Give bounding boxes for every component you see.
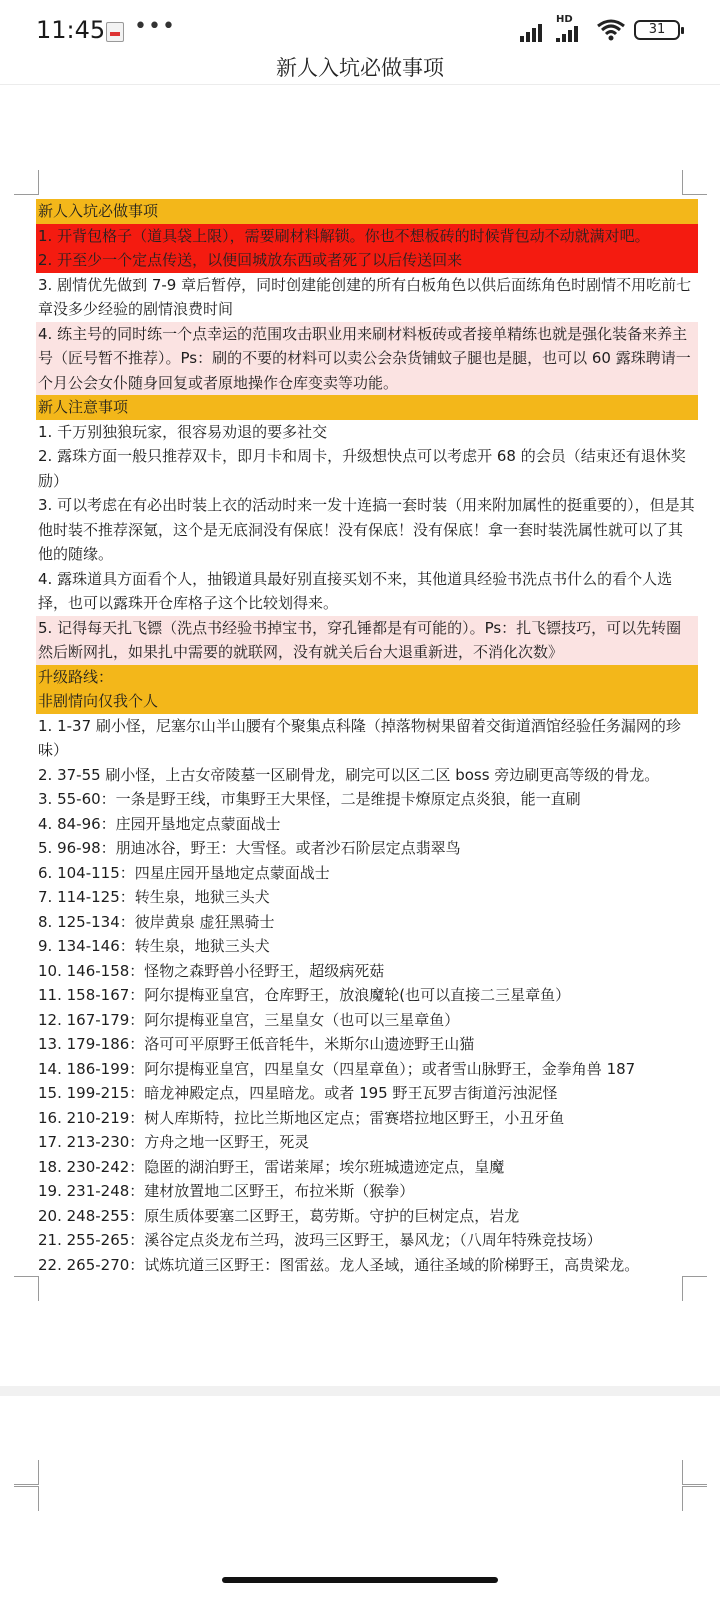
page-corner-mark	[14, 1486, 39, 1511]
notification-app-icon	[106, 22, 124, 42]
route-item: 19. 231-248：建材放置地二区野王，布拉米斯（猴拳）	[38, 1182, 415, 1200]
list-item: 2. 露珠方面一般只推荐双卡，即月卡和周卡，升级想快点可以考虑开 68 的会员（结束还有退休奖励）	[38, 447, 686, 490]
route-item: 22. 265-270：试炼坑道三区野王：图雷兹。龙人圣域，通往圣域的阶梯野王，高贵梁龙。	[38, 1255, 640, 1274]
route-item: 16. 210-219：树人库斯特，拉比兰斯地区定点；雷赛塔拉地区野王，小丑牙鱼	[38, 1108, 565, 1127]
route-item: 18. 230-242：隐匿的湖泊野王，雷诺莱犀；埃尔班城遗迹定点，皇魔	[38, 1157, 505, 1176]
page-corner-mark	[14, 1460, 39, 1485]
tip-item: 5. 记得每天扎飞镖（洗点书经验书掉宝书，穿孔锤都是有可能的）。Ps：扎飞镖技巧，可以先转圈然后断网扎，如果扎中需要的就联网，没有就关后台大退重新进，不消化次数》	[36, 616, 698, 665]
page-corner-mark	[682, 170, 707, 195]
document-body	[36, 199, 698, 1277]
hd-label: HD	[556, 14, 573, 25]
heading-block: 非剧情向仅我个人	[36, 689, 698, 714]
status-time: 11:45	[36, 16, 106, 44]
route-item: 5. 96-98：朋迪冰谷，野王：大雪怪。或者沙石阶层定点翡翠鸟	[38, 839, 461, 857]
route-item: 13. 179-186：洛可可平原野王低音牦牛，米斯尔山遗迹野王山猫	[38, 1035, 475, 1053]
route-item: 12. 167-179：阿尔提梅亚皇宫，三星皇女（也可以三星章鱼）	[38, 1010, 460, 1029]
more-notifications-icon: •••	[134, 14, 176, 39]
route-item: 7. 114-125：转生泉，地狱三头犬	[38, 888, 270, 906]
route-item: 8. 125-134：彼岸黄泉 虚狂黑骑士	[38, 912, 275, 931]
document-title: 新人入坑必做事项	[276, 56, 444, 80]
page-separator	[0, 1386, 720, 1396]
route-item: 11. 158-167：阿尔提梅亚皇宫，仓库野王，放浪魔轮(也可以直接二三星章鱼）	[38, 986, 571, 1004]
heading-block: 新人入坑必做事项	[36, 199, 698, 224]
route-item: 14. 186-199：阿尔提梅亚皇宫，四星皇女（四星章鱼）；或者雪山脉野王，金拳角兽 187	[38, 1059, 636, 1078]
route-item: 15. 199-215：暗龙神殿定点，四星暗龙。或者 195 野王瓦罗吉街道污浊泥怪	[38, 1084, 558, 1102]
title-divider	[0, 84, 720, 85]
heading-block: 升级路线：	[36, 665, 698, 690]
list-item: 3. 剧情优先做到 7-9 章后暂停，同时创建能创建的所有白板角色以供后面练角色时剧情不用吃前七章没多少经验的剧情浪费时间	[38, 275, 692, 318]
route-item: 2. 37-55 刷小怪，上古女帝陵墓一区刷骨龙，刷完可以区二区 boss 旁边刷更高等级的骨龙。	[38, 765, 660, 784]
home-indicator[interactable]	[222, 1577, 498, 1583]
heading-block: 新人注意事项	[36, 395, 698, 420]
route-item: 17. 213-230：方舟之地一区野王，死灵	[38, 1133, 310, 1151]
page-corner-mark	[682, 1486, 707, 1511]
cell-signal-icon	[520, 20, 542, 42]
page-corner-mark	[682, 1276, 707, 1301]
route-item: 3. 55-60：一条是野王线，市集野王大果怪，二是维提卡燎原定点炎狼，能一直刷	[38, 790, 581, 808]
warning-item: 2. 开至少一个定点传送，以便回城放东西或者死了以后传送回来	[36, 248, 698, 273]
list-item: 3. 可以考虑在有必出时装上衣的活动时来一发十连搞一套时装（用来附加属性的挺重要的），但是其他时装不推荐深氪，这个是无底洞没有保底！没有保底！没有保底！拿一套时装洗属性就可以了其他的随缘。	[38, 496, 695, 563]
route-item: 10. 146-158：怪物之森野兽小径野王，超级病死菇	[38, 961, 385, 980]
route-item: 4. 84-96：庄园开垦地定点蒙面战士	[38, 814, 281, 833]
wifi-icon	[596, 18, 626, 42]
list-item: 1. 千万别独狼玩家，很容易劝退的要多社交	[38, 422, 328, 441]
page-corner-mark	[14, 1276, 39, 1301]
page-corner-mark	[682, 1460, 707, 1485]
route-item: 6. 104-115：四星庄园开垦地定点蒙面战士	[38, 863, 330, 882]
battery-icon: 31	[634, 20, 680, 40]
cell-signal-2-icon	[556, 26, 578, 42]
page-corner-mark	[14, 170, 39, 195]
list-item: 4. 露珠道具方面看个人，抽锻道具最好别直接买划不来，其他道具经验书洗点书什么的看个人选择，也可以露珠开仓库格子这个比较划得来。	[38, 569, 673, 612]
warning-item: 1. 开背包格子（道具袋上限），需要刷材料解锁。你也不想板砖的时候背包动不动就满对吧。	[36, 224, 698, 249]
route-item: 9. 134-146：转生泉，地狱三头犬	[38, 937, 270, 955]
tip-item: 4. 练主号的同时练一个点幸运的范围攻击职业用来刷材料板砖或者接单精练也就是强化装备来养主号（匠号暂不推荐）。Ps：刷的不要的材料可以卖公会杂货铺蚊子腿也是腿，也可以 60 露珠聘请一个月公会女仆随身回复或者原地操作仓库变卖等功能。	[36, 322, 698, 396]
route-item: 20. 248-255：原生质体要塞二区野王，葛劳斯。守护的巨树定点，岩龙	[38, 1206, 520, 1225]
route-item: 1. 1-37 刷小怪，尼塞尔山半山腰有个聚集点科隆（掉落物树果留着交街道酒馆经验任务漏网的珍味）	[38, 716, 681, 759]
route-item: 21. 255-265：溪谷定点炎龙布兰玛，波玛三区野王，暴风龙；（八周年特殊竞技场）	[38, 1231, 602, 1249]
